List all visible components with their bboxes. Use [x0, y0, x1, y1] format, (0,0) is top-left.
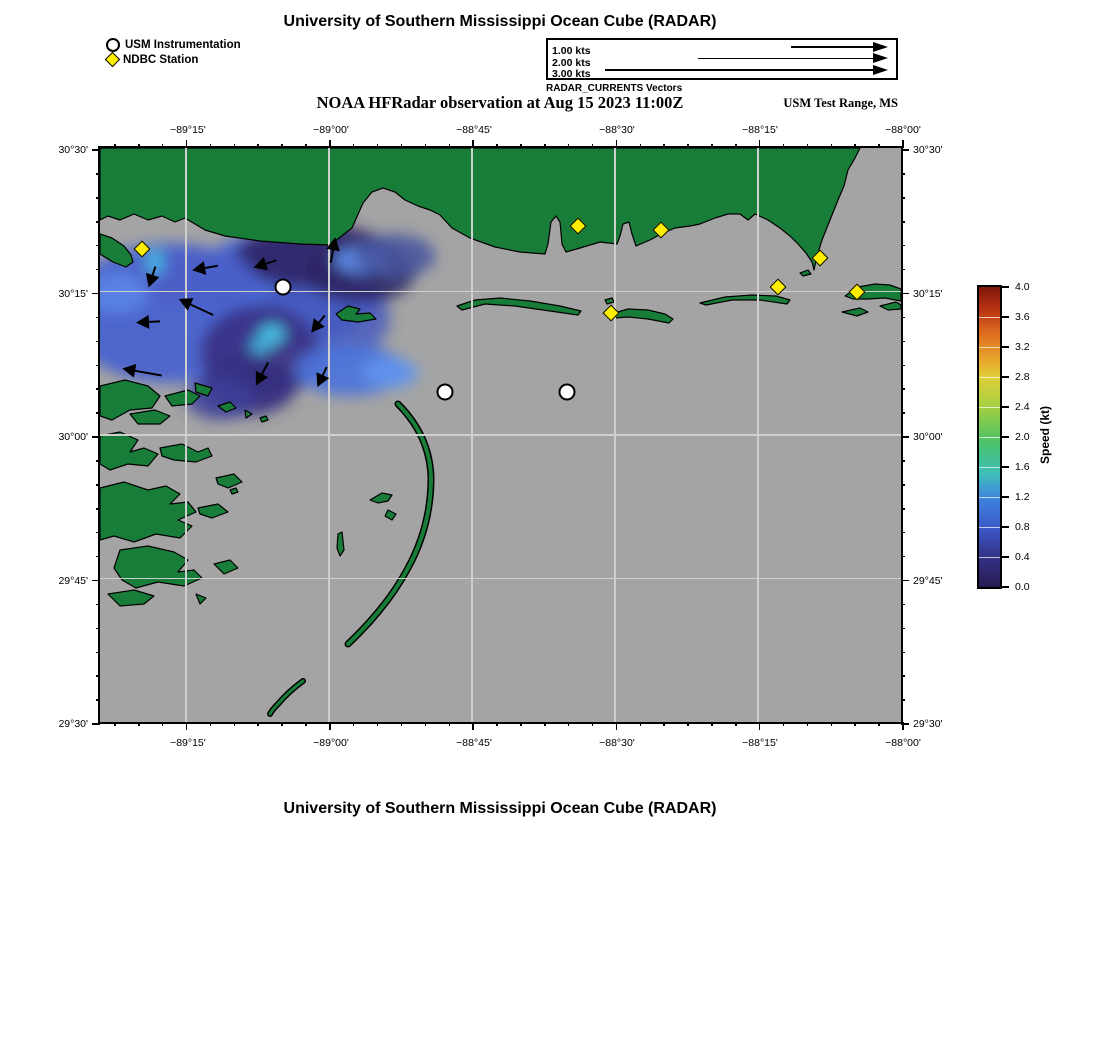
colorbar-gridline: [979, 407, 1000, 408]
axis-tick: [425, 144, 427, 148]
marsh: [114, 546, 202, 588]
axis-tick: [831, 144, 833, 148]
colorbar-tick: [1002, 466, 1009, 468]
axis-tick: [92, 293, 100, 295]
scale-arrow-shaft: [791, 46, 876, 48]
colorbar-tick-label: 2.4: [1015, 401, 1030, 413]
axis-tick: [281, 722, 283, 726]
axis-tick: [520, 144, 522, 148]
petit-bois-island: [700, 295, 790, 305]
x-axis-label-top: −88°15': [742, 124, 778, 136]
colorbar-gridline: [979, 437, 1000, 438]
vector-scale-row: [552, 41, 890, 57]
axis-tick: [96, 341, 100, 343]
islet: [385, 510, 396, 520]
legend-label-usm: USM Instrumentation: [125, 38, 241, 51]
axis-tick: [759, 140, 761, 148]
marsh: [196, 594, 206, 604]
axis-tick: [210, 144, 212, 148]
axis-tick: [901, 652, 905, 654]
y-axis-label-left: 29°45': [58, 574, 88, 587]
colorbar-tick-label: 0.0: [1015, 581, 1030, 593]
axis-tick: [687, 144, 689, 148]
axis-tick: [96, 604, 100, 606]
axis-tick: [257, 722, 259, 726]
colorbar-tick-label: 3.2: [1015, 341, 1030, 353]
vector-head: [136, 315, 150, 330]
y-axis-label-right: 30°30': [913, 144, 943, 156]
axis-tick: [759, 722, 761, 730]
axis-tick: [281, 144, 283, 148]
axis-tick: [96, 173, 100, 175]
scale-arrow-head: [873, 42, 888, 52]
axis-tick: [783, 722, 785, 726]
axis-tick: [96, 652, 100, 654]
scale-arrow-shaft: [605, 69, 876, 71]
axis-tick: [901, 580, 909, 582]
axis-tick: [305, 722, 307, 726]
axis-tick: [96, 532, 100, 534]
axis-tick: [210, 722, 212, 726]
axis-tick: [305, 144, 307, 148]
axis-tick: [353, 144, 355, 148]
axis-tick: [901, 484, 905, 486]
axis-tick: [687, 722, 689, 726]
usm-instrumentation-marker: [559, 384, 576, 401]
axis-tick: [92, 723, 100, 725]
legend-label-ndbc: NDBC Station: [123, 53, 199, 66]
colorbar-gridline: [979, 347, 1000, 348]
colorbar-gridline: [979, 317, 1000, 318]
axis-tick: [114, 144, 116, 148]
axis-tick: [854, 722, 856, 726]
marsh: [214, 560, 238, 574]
marsh: [260, 416, 268, 422]
axis-tick: [592, 144, 594, 148]
y-axis-label-left: 29°30': [58, 718, 88, 730]
axis-tick: [783, 144, 785, 148]
axis-tick: [901, 436, 909, 438]
axis-tick: [92, 149, 100, 151]
axis-tick: [186, 140, 188, 148]
islet: [370, 493, 392, 503]
axis-tick: [520, 722, 522, 726]
marsh: [230, 488, 238, 494]
axis-tick: [901, 532, 905, 534]
axis-tick: [472, 140, 474, 148]
vector-head: [191, 261, 206, 277]
x-axis-label-top: −88°30': [599, 124, 635, 136]
axis-tick: [901, 317, 905, 319]
axis-tick: [901, 628, 905, 630]
mainland: [100, 148, 860, 270]
axis-tick: [162, 722, 164, 726]
x-axis-label-bottom: −88°30': [599, 737, 635, 749]
colorbar-title: [1036, 285, 1054, 585]
axis-tick: [616, 140, 618, 148]
x-axis-label-bottom: −88°00': [885, 737, 921, 749]
axis-tick: [96, 388, 100, 390]
axis-tick: [449, 144, 451, 148]
islet: [800, 270, 811, 276]
axis-tick: [138, 722, 140, 726]
x-axis-label-bottom: −88°45': [456, 737, 492, 749]
axis-tick: [901, 675, 905, 677]
axis-tick: [592, 722, 594, 726]
colorbar-tick-label: 3.6: [1015, 311, 1030, 323]
colorbar-tick: [1002, 496, 1009, 498]
y-axis-label-right: 30°00': [913, 431, 943, 443]
axis-tick: [401, 144, 403, 148]
axis-tick: [901, 293, 909, 295]
colorbar-tick-label: 1.6: [1015, 461, 1030, 473]
colorbar-tick-label: 2.8: [1015, 371, 1030, 383]
axis-tick: [377, 722, 379, 726]
axis-tick: [901, 723, 909, 725]
axis-tick: [901, 197, 905, 199]
colorbar-gridline: [979, 467, 1000, 468]
axis-tick: [114, 722, 116, 726]
vector-scale-box: [546, 38, 898, 80]
axis-tick: [496, 722, 498, 726]
axis-tick: [377, 144, 379, 148]
islet: [605, 298, 614, 304]
colorbar-tick-label: 2.0: [1015, 431, 1030, 443]
colorbar-tick: [1002, 316, 1009, 318]
y-axis-label-left: 30°00': [58, 431, 88, 443]
colorbar-tick: [1002, 526, 1009, 528]
axis-tick: [96, 484, 100, 486]
axis-tick: [901, 388, 905, 390]
vector-scale-caption: RADAR_CURRENTS Vectors: [546, 83, 683, 94]
axis-tick: [353, 722, 355, 726]
axis-tick: [711, 144, 713, 148]
islet: [842, 308, 868, 316]
axis-tick: [663, 722, 665, 726]
axis-tick: [901, 699, 905, 701]
scale-arrow: [698, 53, 888, 64]
axis-tick: [96, 675, 100, 677]
axis-tick: [449, 722, 451, 726]
axis-tick: [96, 245, 100, 247]
ndbc-station-icon: [105, 52, 121, 68]
axis-tick: [329, 722, 331, 730]
colorbar-title-text: Speed (kt): [1038, 405, 1052, 464]
colorbar-tick: [1002, 436, 1009, 438]
marsh: [195, 383, 212, 396]
marsh: [100, 432, 158, 470]
axis-tick: [472, 722, 474, 730]
axis-tick: [735, 144, 737, 148]
axis-tick: [96, 412, 100, 414]
axis-tick: [425, 722, 427, 726]
axis-tick: [568, 144, 570, 148]
axis-tick: [96, 365, 100, 367]
colorbar-tick-label: 0.8: [1015, 521, 1030, 533]
axis-tick: [616, 722, 618, 730]
observation-subtitle: NOAA HFRadar observation at Aug 15 2023 11:00Z: [316, 93, 684, 112]
chandeleur-islands: [270, 404, 431, 714]
axis-tick: [807, 722, 809, 726]
colorbar-tick: [1002, 286, 1009, 288]
axis-tick: [234, 722, 236, 726]
colorbar-gridline: [979, 497, 1000, 498]
vector-scale-row-label: 3.00 kts: [552, 68, 591, 80]
axis-tick: [96, 699, 100, 701]
axis-tick: [901, 245, 905, 247]
axis-tick: [96, 460, 100, 462]
axis-tick: [92, 580, 100, 582]
axis-tick: [92, 436, 100, 438]
axis-tick: [568, 722, 570, 726]
axis-tick: [640, 144, 642, 148]
axis-tick: [878, 722, 880, 726]
axis-tick: [901, 173, 905, 175]
axis-tick: [496, 144, 498, 148]
usm-instrumentation-marker: [437, 384, 454, 401]
marsh: [108, 590, 154, 606]
axis-tick: [96, 556, 100, 558]
x-axis-label-bottom: −88°15': [742, 737, 778, 749]
marsh: [198, 504, 228, 518]
axis-tick: [901, 149, 909, 151]
axis-tick: [544, 722, 546, 726]
speed-colorbar: [977, 281, 1030, 593]
legend-row-ndbc: [106, 52, 241, 67]
axis-tick: [878, 144, 880, 148]
axis-tick: [901, 556, 905, 558]
vector-shaft: [133, 369, 162, 376]
colorbar-gridline: [979, 527, 1000, 528]
x-axis-label-top: −89°15': [170, 124, 206, 136]
axis-tick: [138, 144, 140, 148]
x-axis-label-top: −88°00': [885, 124, 921, 136]
axis-tick: [901, 604, 905, 606]
marsh: [100, 482, 196, 542]
axis-tick: [807, 144, 809, 148]
axis-tick: [735, 722, 737, 726]
colorbar-tick: [1002, 406, 1009, 408]
ship-island: [457, 298, 581, 315]
vector-head: [121, 362, 136, 378]
axis-tick: [640, 722, 642, 726]
map-frame: [58, 124, 943, 749]
colorbar-tick: [1002, 346, 1009, 348]
gridline-horizontal: [100, 434, 901, 435]
axis-tick: [96, 221, 100, 223]
axis-tick: [901, 460, 905, 462]
axis-tick: [96, 317, 100, 319]
axis-tick: [96, 197, 100, 199]
colorbar-tick-label: 4.0: [1015, 281, 1030, 293]
axis-tick: [711, 722, 713, 726]
y-axis-label-right: 29°45': [913, 574, 943, 587]
horn-island: [611, 309, 673, 323]
axis-tick: [96, 508, 100, 510]
legend-row-usm: [106, 37, 241, 52]
cat-island: [336, 306, 376, 322]
axis-tick: [901, 341, 905, 343]
scale-arrow-head: [873, 53, 888, 63]
scale-arrow: [605, 64, 888, 75]
colorbar-tick: [1002, 556, 1009, 558]
x-axis-label-top: −88°45': [456, 124, 492, 136]
axis-tick: [663, 144, 665, 148]
usm-instrumentation-icon: [106, 38, 120, 52]
axis-tick: [401, 722, 403, 726]
vector-scale-row-label: 1.00 kts: [552, 45, 591, 57]
marsh: [218, 402, 236, 412]
islet: [880, 302, 901, 310]
y-axis-label-left: 30°30': [58, 144, 88, 156]
axis-tick: [96, 628, 100, 630]
axis-tick: [902, 140, 904, 148]
axis-tick: [901, 508, 905, 510]
axis-tick: [831, 722, 833, 726]
colorbar-tick-label: 1.2: [1015, 491, 1030, 503]
y-axis-label-left: 30°15': [58, 287, 88, 300]
axis-tick: [901, 412, 905, 414]
axis-tick: [257, 144, 259, 148]
marsh: [130, 410, 170, 424]
x-axis-label-top: −89°00': [313, 124, 349, 136]
region-label: USM Test Range, MS: [783, 96, 898, 110]
vector-scale-row: [552, 64, 890, 80]
colorbar-gridline: [979, 557, 1000, 558]
page-title: University of Southern Mississippi Ocean Cube (RADAR): [283, 13, 717, 30]
bottom-page-title: University of Southern Mississippi Ocean Cube (RADAR): [283, 800, 717, 817]
axis-tick: [186, 722, 188, 730]
axis-tick: [901, 269, 905, 271]
colorbar-gridline: [979, 377, 1000, 378]
usm-instrumentation-marker: [275, 279, 292, 296]
y-axis-label-right: 29°30': [913, 718, 943, 730]
axis-tick: [544, 144, 546, 148]
colorbar-tick-label: 0.4: [1015, 551, 1030, 563]
x-axis-label-bottom: −89°15': [170, 737, 206, 749]
vector-scale-row-label: 2.00 kts: [552, 56, 591, 69]
marsh: [216, 474, 242, 488]
marsh: [165, 390, 200, 406]
vector-scale-row: [552, 53, 890, 69]
colorbar-tick: [1002, 586, 1009, 588]
map-area: [100, 148, 901, 722]
scale-arrow: [791, 41, 888, 52]
y-axis-label-right: 30°15': [913, 287, 943, 300]
axis-tick: [329, 140, 331, 148]
axis-tick: [234, 144, 236, 148]
scale-arrow-shaft: [698, 58, 876, 60]
axis-tick: [96, 269, 100, 271]
axis-tick: [854, 144, 856, 148]
axis-tick: [901, 365, 905, 367]
symbol-legend: [106, 37, 241, 67]
x-axis-label-bottom: −89°00': [313, 737, 349, 749]
vector-head: [326, 236, 342, 251]
axis-tick: [162, 144, 164, 148]
islet: [337, 532, 344, 556]
axis-tick: [901, 221, 905, 223]
colorbar-tick: [1002, 376, 1009, 378]
current-vector-arrow: [136, 314, 161, 329]
gridline-horizontal: [100, 578, 901, 579]
marsh: [245, 410, 252, 418]
pearl-spit: [100, 234, 133, 267]
scale-arrow-head: [873, 65, 888, 75]
